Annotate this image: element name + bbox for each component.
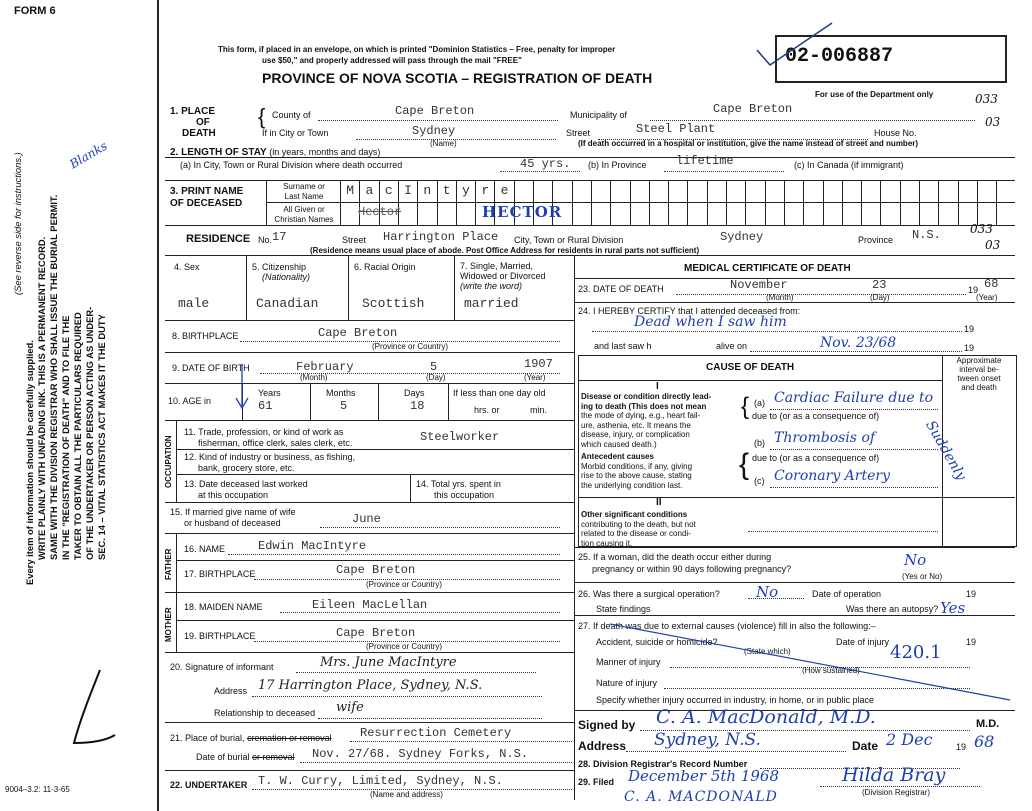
age-months: 5 [340, 399, 348, 413]
dotted-line [626, 751, 846, 752]
rule [165, 255, 1015, 256]
q14-label: 14. Total yrs. spent in this occupation [416, 479, 501, 500]
center-rule [574, 255, 575, 800]
less-than-day-label: If less than one day old [453, 388, 546, 398]
street-label: Street [566, 128, 591, 138]
specify-label: Specify whether injury occurred in industry, in home, or in public place [596, 695, 874, 705]
surname-letter-cell [765, 180, 784, 202]
operation-date-label: Date of operation [812, 589, 882, 599]
cause-c-marker: (c) [754, 476, 765, 486]
surname-letter-cell: e [494, 180, 513, 202]
dotted-line [300, 762, 572, 763]
dob-year: 1907 [524, 357, 553, 371]
rule [165, 533, 574, 534]
county-value: Cape Breton [395, 104, 475, 118]
physician-date-label: Date [852, 739, 879, 753]
injury-date-label: Date of injury [836, 637, 890, 647]
racial-origin-label: 6. Racial Origin [354, 262, 416, 272]
burial-place-label: 21. Place of burial, cremation or removal [170, 733, 332, 743]
father-name: Edwin MacIntyre [258, 539, 367, 553]
record-number-label: 28. Division Registrar's Record Number [578, 759, 748, 769]
given-name-cell [591, 202, 610, 225]
father-side-label: FATHER [164, 548, 173, 580]
surname-letter-cell [880, 180, 899, 202]
occupation-side-label: OCCUPATION [164, 435, 173, 488]
dotted-line [350, 741, 572, 742]
residence-street-label: Street [342, 235, 367, 245]
surname-letter-cell [572, 180, 591, 202]
day-caption: (Day) [870, 293, 890, 302]
given-name-cell [823, 202, 842, 225]
surname-letter-cell [996, 180, 1015, 202]
surname-letter-cell: a [359, 180, 378, 202]
marital-label: 7. Single, Married, Widowed or Divorced (write the word) [460, 261, 546, 291]
last-saw-label: and last saw h [594, 341, 652, 351]
city-label: If in City or Town [262, 128, 329, 138]
racial-origin-value: Scottish [362, 296, 425, 311]
father-name-label: 16. NAME [184, 544, 226, 554]
residence-province: N.S. [912, 228, 941, 242]
cause-b-marker: (b) [754, 438, 765, 448]
months-label: Months [326, 388, 356, 398]
dotted-line [318, 718, 542, 719]
stay-a-value: 45 yrs. [520, 157, 571, 171]
brace: { [741, 393, 750, 420]
given-name-cell [919, 202, 938, 225]
registration-number: 02-006887 [785, 45, 894, 68]
days-label: Days [404, 388, 425, 398]
findings-label: State findings [596, 604, 651, 614]
relationship-value: wife [336, 700, 364, 715]
given-name-cell [668, 202, 687, 225]
rule [176, 533, 177, 592]
residence-no: 17 [272, 230, 287, 244]
rule [165, 592, 574, 593]
county-label: County of [272, 110, 311, 120]
surname-letter-cell: c [379, 180, 398, 202]
mail-note-1: This form, if placed in an envelope, on which is printed "Dominion Statistics – Free, penalty for improper [218, 45, 616, 54]
cause-a-marker: (a) [754, 398, 765, 408]
form-title: PROVINCE OF NOVA SCOTIA – REGISTRATION OF DEATH [262, 70, 653, 86]
age-days: 18 [410, 399, 425, 413]
surname-letter-cell [977, 180, 996, 202]
year-prefix: 19 [966, 637, 977, 647]
length-of-stay-label: 2. LENGTH OF STAY (in years, months and days) [170, 147, 381, 158]
name-caption: (Name) [430, 139, 457, 148]
surname-letter-cell: n [417, 180, 436, 202]
month-caption: (Month) [766, 293, 794, 302]
surname-letter-cell [514, 180, 533, 202]
form-code: 9004–3.2: 11-3-65 [5, 785, 70, 794]
given-name-cell [861, 202, 880, 225]
physician-signature: C. A. MacDonald, M.D. [656, 706, 876, 728]
interval-label: Approximate interval be- tween onset and death [956, 356, 1002, 392]
how-sustained-caption: (How sustained) [802, 666, 860, 675]
residence-code: 03 [985, 238, 1001, 252]
surname-letter-cell [687, 180, 706, 202]
undertaker-label: 22. UNDERTAKER [170, 780, 248, 790]
cause-of-death-title: CAUSE OF DEATH [706, 362, 795, 373]
surname-letter-cell [533, 180, 552, 202]
rule [165, 770, 574, 771]
given-name-cell [745, 202, 764, 225]
arrow-mark [232, 362, 252, 417]
dotted-line [820, 786, 980, 787]
birthplace-value: Cape Breton [318, 326, 398, 340]
case-number: 420.1 [890, 642, 942, 663]
rule [310, 383, 311, 420]
spouse-value: June [352, 512, 381, 526]
mother-birthplace-label: 19. BIRTHPLACE [184, 631, 256, 641]
rule [574, 278, 1015, 279]
surname-letter-cell: I [398, 180, 417, 202]
pregnancy-label: 25. If a woman, did the death occur either during pregnancy or within 90 days following pregnancy? [578, 552, 792, 574]
given-name-cell [437, 202, 456, 225]
dotted-line [228, 554, 560, 555]
form-number: FORM 6 [14, 5, 56, 17]
residence-note: (Residence means usual place of abode. Post Office Address for residents in rural parts not sufficient) [310, 246, 700, 255]
residence-label: RESIDENCE [186, 233, 251, 245]
given-name-cell [649, 202, 668, 225]
trade-value: Steelworker [420, 430, 500, 444]
dotted-line [500, 171, 580, 172]
rule [454, 255, 455, 320]
surname-label: Surname or Last Name [283, 182, 325, 201]
age-years: 61 [258, 399, 273, 413]
rule [176, 560, 574, 561]
hospital-note: (If death occurred in a hospital or institution, give the name instead of street and number) [578, 139, 919, 148]
cause-c: Coronary Artery [774, 468, 890, 484]
part-i-label: I [656, 381, 659, 392]
dob-day: 5 [430, 360, 438, 374]
dotted-line [748, 531, 938, 532]
department-use: For use of the Department only [815, 90, 934, 99]
side-handwritten-note: Blanks [67, 138, 110, 172]
dotted-line [296, 672, 536, 673]
place-of-death-label: 1. PLACE OF DEATH [170, 106, 216, 139]
informant-address-label: Address [214, 686, 248, 696]
due-to-label: due to (or as a consequence of) [752, 411, 880, 421]
spouse-label: 15. If married give name of wife or husband of deceased [170, 507, 296, 528]
surname-letter-cell [591, 180, 610, 202]
citizenship-value: Canadian [256, 296, 319, 311]
residence-street: Harrington Place [383, 230, 499, 244]
name-address-caption: (Name and address) [370, 790, 443, 799]
rule [578, 380, 942, 381]
q12-label: 12. Kind of industry or business, as fishing, bank, grocery store, etc. [184, 452, 356, 473]
mail-note-2: use $50," and properly addressed will pass through the mail "FREE" [262, 56, 522, 65]
rule [165, 320, 574, 321]
rule [165, 383, 574, 384]
given-name-cell [900, 202, 919, 225]
given-name-cell [996, 202, 1015, 225]
diagonal-strike [600, 620, 1020, 715]
dotted-line [770, 449, 938, 450]
surname-letter-cell [784, 180, 803, 202]
nature-label: Nature of injury [596, 678, 658, 688]
given-name-cell [784, 202, 803, 225]
death-month: November [730, 278, 788, 292]
surname-letter-cell [938, 180, 957, 202]
residence-city-label: City, Town or Rural Division [514, 235, 624, 245]
residence-no-label: No. [258, 235, 273, 245]
certify-label: 24. I HEREBY CERTIFY that I attended deceased from: [578, 306, 801, 316]
physician-date-year: 68 [974, 732, 995, 751]
md-label: M.D. [976, 718, 1000, 730]
residence-city: Sydney [720, 230, 764, 244]
surname-letter-cell [803, 180, 822, 202]
marital-value: married [464, 296, 519, 311]
rule [246, 255, 247, 320]
dotted-line [770, 487, 938, 488]
registrar-caption: (Division Registrar) [862, 788, 931, 797]
year-caption: (Year) [976, 293, 998, 302]
citizenship-label: 5. Citizenship (Nationality) [252, 262, 311, 282]
rule [165, 420, 574, 421]
informant-signature-label: 20. Signature of informant [170, 662, 274, 672]
min-label: min. [530, 405, 548, 415]
surname-letter-cell: r [475, 180, 494, 202]
year-prefix: 19 [956, 742, 967, 752]
part-ii-label: II [656, 497, 662, 508]
given-name-cell [456, 202, 475, 225]
surname-letter-cell [610, 180, 629, 202]
dept-code: 03 [985, 115, 1001, 129]
surname-letter-cell [919, 180, 938, 202]
age-label: 10. AGE in [168, 396, 212, 406]
surname-letter-cell [842, 180, 861, 202]
year-prefix: 19 [964, 343, 975, 353]
rule [165, 652, 574, 653]
birthplace-label: 8. BIRTHPLACE [172, 331, 239, 341]
maiden-name-label: 18. MAIDEN NAME [184, 602, 263, 612]
surgery-label: 26. Was there a surgical operation? [578, 589, 720, 599]
maiden-name: Eileen MacLellan [312, 598, 428, 612]
father-birthplace-label: 17. BIRTHPLACE [184, 569, 256, 579]
surname-letter-cell [649, 180, 668, 202]
physician-address: Sydney, N.S. [654, 730, 761, 750]
dotted-line [676, 294, 966, 295]
given-name-cell [938, 202, 957, 225]
physician-address-label: Address [578, 739, 627, 753]
hrs-label: hrs. or [474, 405, 500, 415]
given-name-cell [726, 202, 745, 225]
municipality-label: Municipality of [570, 110, 628, 120]
given-name-label: All Given or Christian Names [274, 205, 334, 224]
q11-label: 11. Trade, profession, or kind of work as fisherman, office clerk, sales clerk, etc. [184, 427, 353, 448]
sex-value: male [178, 296, 210, 311]
dob-label: 9. DATE OF BIRTH [172, 363, 250, 373]
rule [176, 420, 177, 502]
print-name-label: 3. PRINT NAME OF DECEASED [170, 186, 244, 209]
cause-b: Thrombosis of [774, 430, 876, 446]
rule [378, 383, 379, 420]
filed-date: December 5th 1968 [628, 767, 779, 785]
rule [165, 722, 574, 723]
undertaker-value: T. W. Curry, Limited, Sydney, N.S. [258, 774, 503, 788]
residence-province-label: Province [858, 235, 894, 245]
burial-date: Nov. 27/68. Sydney Forks, N.S. [312, 747, 529, 761]
side-instructions: (See reverse side for instructions.) Every item of information should be carefully supplied. WRITE PLAINLY WITH UNFADING INK. THIS IS A PERMANENT RECORD. SAME WITH THE DIVISION REGISTRAR WHO SHALL ISSUE THE BURIAL PERMIT. IN THE "REGISTRATION OF DEATH" AND TO FILE THE TAKER TO OBTAIN ALL THE PARTICULARS REQUIRED OF THE UNDERTAKER OR PERSON ACTING AS UNDER- SEC. 14 – VITAL STATISTICS ACT MAKES IT THE DUTY [12, 152, 107, 585]
dob-month: February [296, 360, 354, 374]
disease-definition: Disease or condition directly lead- ing to death (This does not mean the mode of dying, e.g., heart fail- ure, asthenia, etc. It means the disease, injury, or complication which caused death.) [581, 392, 712, 449]
rule [176, 592, 177, 652]
relationship-label: Relationship to deceased [214, 708, 316, 718]
date-of-death-label: 23. DATE OF DEATH [578, 284, 664, 294]
surname-letter-cell [900, 180, 919, 202]
burial-date-label: Date of burial or removal [196, 752, 295, 762]
pregnancy-value: No [904, 551, 927, 569]
stay-b-label: (b) In Province [588, 160, 647, 170]
mother-birthplace: Cape Breton [336, 626, 416, 640]
dotted-line [592, 331, 962, 332]
side-scribble [60, 665, 120, 760]
manner-label: Manner of injury [596, 657, 661, 667]
given-name-cell [630, 202, 649, 225]
medical-certificate-title: MEDICAL CERTIFICATE OF DEATH [684, 263, 851, 274]
stay-b-value: lifetime [676, 154, 734, 168]
physician-date: 2 Dec [886, 730, 933, 749]
dotted-line [770, 409, 938, 410]
city-value: Sydney [412, 124, 456, 138]
given-name-cell [842, 202, 861, 225]
surname-letter-cell: M [340, 180, 359, 202]
rule [348, 255, 349, 320]
house-label: House No. [874, 128, 917, 138]
alive-on-label: alive on [716, 341, 748, 351]
given-name-cell [417, 202, 436, 225]
bottom-signature: C. A. MACDONALD [624, 789, 778, 805]
surname-letter-cell [726, 180, 745, 202]
mother-side-label: MOTHER [164, 607, 173, 642]
informant-address: 17 Harrington Place, Sydney, N.S. [258, 678, 483, 693]
day-caption: (Day) [426, 373, 446, 382]
dotted-line [252, 696, 542, 697]
death-year: 68 [984, 277, 999, 291]
external-causes-label: 27. If death was due to external causes (violence) fill in also the following:– [578, 621, 876, 631]
due-to-label: due to (or as a consequence of) [752, 453, 880, 463]
surname-letter-cell [707, 180, 726, 202]
burial-place: Resurrection Cemetery [360, 726, 512, 740]
accident-label: Accident, suicide or homicide? [596, 637, 718, 647]
given-name-cell [880, 202, 899, 225]
municipality-value: Cape Breton [713, 102, 793, 116]
years-label: Years [258, 388, 281, 398]
surname-letter-cell [745, 180, 764, 202]
filed-label: 29. Filed [578, 777, 615, 787]
given-name-cell [687, 202, 706, 225]
stay-c-label: (c) In Canada (if immigrant) [794, 160, 904, 170]
registrar-signature: Hilda Bray [842, 764, 946, 786]
interval-value: Suddenly [922, 418, 970, 484]
signed-by-label: Signed by [578, 718, 636, 732]
surname-letter-cell [630, 180, 649, 202]
q13-label: 13. Date deceased last worked at this occupation [184, 479, 308, 500]
autopsy-label: Was there an autopsy? [846, 604, 939, 614]
check-mark [752, 20, 842, 75]
brace: { [739, 448, 750, 481]
surname-letter-cell [823, 180, 842, 202]
dotted-line [664, 171, 784, 172]
given-name-cell [765, 202, 784, 225]
antecedent-definition: Antecedent causes Morbid conditions, if any, giving rise to the above cause, stating the underlying condition last. [581, 452, 693, 490]
surname-letter-cell: y [456, 180, 475, 202]
province-country-caption: (Province or Country) [366, 580, 443, 589]
month-caption: (Month) [300, 373, 328, 382]
rule [165, 502, 574, 503]
rule [165, 352, 574, 353]
rule [410, 474, 411, 502]
given-name-cell [340, 202, 359, 225]
year-prefix: 19 [966, 589, 977, 599]
death-day: 23 [872, 278, 887, 292]
brace: { [258, 104, 266, 129]
given-name-struck: Hector [358, 205, 402, 219]
rule [574, 582, 1015, 583]
dotted-line [750, 351, 962, 352]
surname-letter-cell [668, 180, 687, 202]
surgery-value: No [756, 583, 779, 601]
sex-label: 4. Sex [174, 262, 200, 272]
state-which-caption: (State which) [744, 647, 791, 656]
province-country-caption: (Province or Country) [366, 642, 443, 651]
street-value: Steel Plant [636, 122, 716, 136]
given-name-value: HECTOR [482, 203, 563, 221]
last-saw-date: Nov. 23/68 [820, 335, 897, 351]
rule [176, 620, 574, 621]
given-name-cell [610, 202, 629, 225]
rule [176, 474, 574, 475]
informant-signature: Mrs. June MacIntyre [320, 655, 457, 670]
residence-code: 033 [970, 222, 993, 236]
given-name-cell [803, 202, 822, 225]
province-country-caption: (Province or Country) [372, 342, 449, 351]
yes-no-caption: (Yes or No) [902, 572, 943, 581]
surname-letter-cell [552, 180, 571, 202]
surname-letter-cell [861, 180, 880, 202]
dept-code: 033 [975, 92, 998, 106]
rule [574, 302, 1015, 303]
surname-letter-cell: t [437, 180, 456, 202]
year-prefix: 19 [968, 285, 979, 295]
stay-a-label: (a) In City, Town or Rural Division where death occurred [180, 160, 403, 170]
year-caption: (Year) [524, 373, 546, 382]
attended-from: Dead when I saw him [634, 314, 787, 330]
rule [176, 449, 574, 450]
dotted-line [320, 527, 560, 528]
given-name-cell [707, 202, 726, 225]
cause-a: Cardiac Failure due to [774, 390, 934, 406]
surname-letter-cell [958, 180, 977, 202]
other-conditions-label: Other significant conditions contributing to the death, but not related to the disease or condi- tion causing it. [581, 510, 696, 548]
dotted-line [318, 120, 558, 121]
rule [448, 383, 449, 420]
dotted-line [650, 120, 975, 121]
year-prefix: 19 [964, 324, 975, 334]
rule [578, 497, 1015, 498]
left-margin-rule [157, 0, 159, 811]
autopsy-value: Yes [940, 599, 966, 617]
father-birthplace: Cape Breton [336, 563, 416, 577]
given-name-cell [572, 202, 591, 225]
dotted-line [280, 612, 560, 613]
rule [165, 225, 1015, 226]
